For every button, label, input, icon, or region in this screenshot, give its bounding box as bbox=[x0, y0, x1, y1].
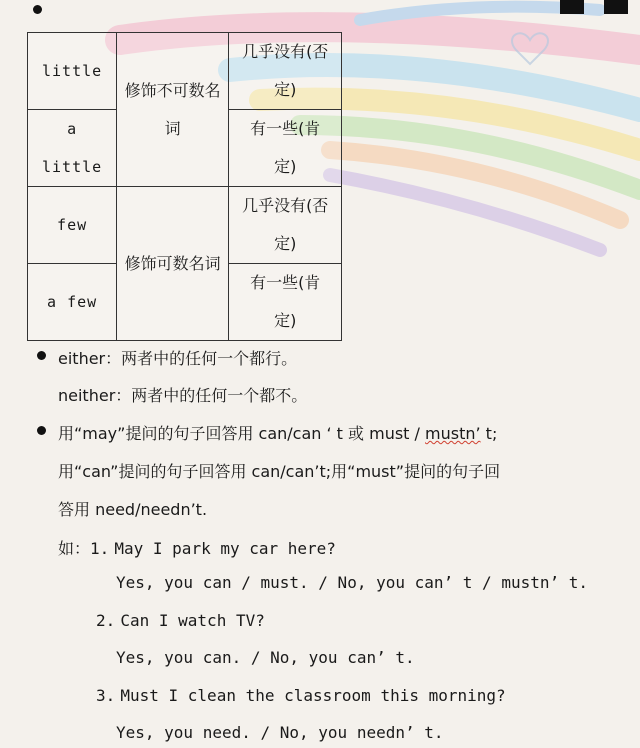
word-little: little bbox=[28, 33, 117, 110]
meaning-little: 几乎没有(否定) bbox=[229, 33, 342, 110]
example-question: Must I clean the classroom this morning? bbox=[120, 686, 506, 705]
example-question: Can I watch TV? bbox=[120, 611, 265, 630]
table-row bbox=[28, 187, 342, 264]
note-may-end: t; bbox=[480, 424, 498, 443]
note-need: 答用 need/needn’t. bbox=[58, 500, 208, 519]
example-3 bbox=[96, 686, 506, 705]
usage-uncountable: 修饰不可数名词 bbox=[117, 33, 229, 187]
table-row bbox=[28, 33, 342, 110]
top-bullet-icon bbox=[33, 5, 42, 14]
example-1-answer: Yes, you can / must. / No, you can’ t / mustn’ t. bbox=[116, 573, 589, 592]
note-neither: neither：两者中的任何一个都不。 bbox=[58, 386, 308, 405]
word-few: few bbox=[28, 187, 117, 264]
note-may bbox=[58, 421, 497, 444]
example-question: May I park my car here? bbox=[114, 539, 336, 558]
note-either: either：两者中的任何一个都行。 bbox=[58, 349, 298, 368]
word-a-little: a little bbox=[28, 110, 117, 187]
example-number: 1. bbox=[90, 539, 110, 558]
note-may-wavy: mustn’ bbox=[425, 424, 481, 443]
usage-countable: 修饰可数名词 bbox=[117, 187, 229, 341]
meaning-a-little: 有一些(肯定) bbox=[229, 110, 342, 187]
example-2-answer: Yes, you can. / No, you can’ t. bbox=[116, 648, 415, 667]
meaning-few: 几乎没有(否定) bbox=[229, 187, 342, 264]
example-1 bbox=[58, 536, 336, 559]
bullet-icon bbox=[37, 351, 46, 360]
example-prefix: 如： bbox=[58, 539, 91, 558]
bullet-icon bbox=[37, 426, 46, 435]
quantifier-table bbox=[27, 32, 342, 341]
example-3-answer: Yes, you need. / No, you needn’ t. bbox=[116, 723, 444, 742]
note-can: 用“can”提问的句子回答用 can/can’t;用“must”提问的句子回 bbox=[58, 462, 501, 481]
word-a-few: a few bbox=[28, 264, 117, 341]
note-may-text: 用“may”提问的句子回答用 can/can ‘ t 或 must / bbox=[58, 424, 426, 443]
meaning-a-few: 有一些(肯定) bbox=[229, 264, 342, 341]
example-number: 3. bbox=[96, 686, 116, 705]
example-number: 2. bbox=[96, 611, 116, 630]
example-2 bbox=[96, 611, 265, 630]
